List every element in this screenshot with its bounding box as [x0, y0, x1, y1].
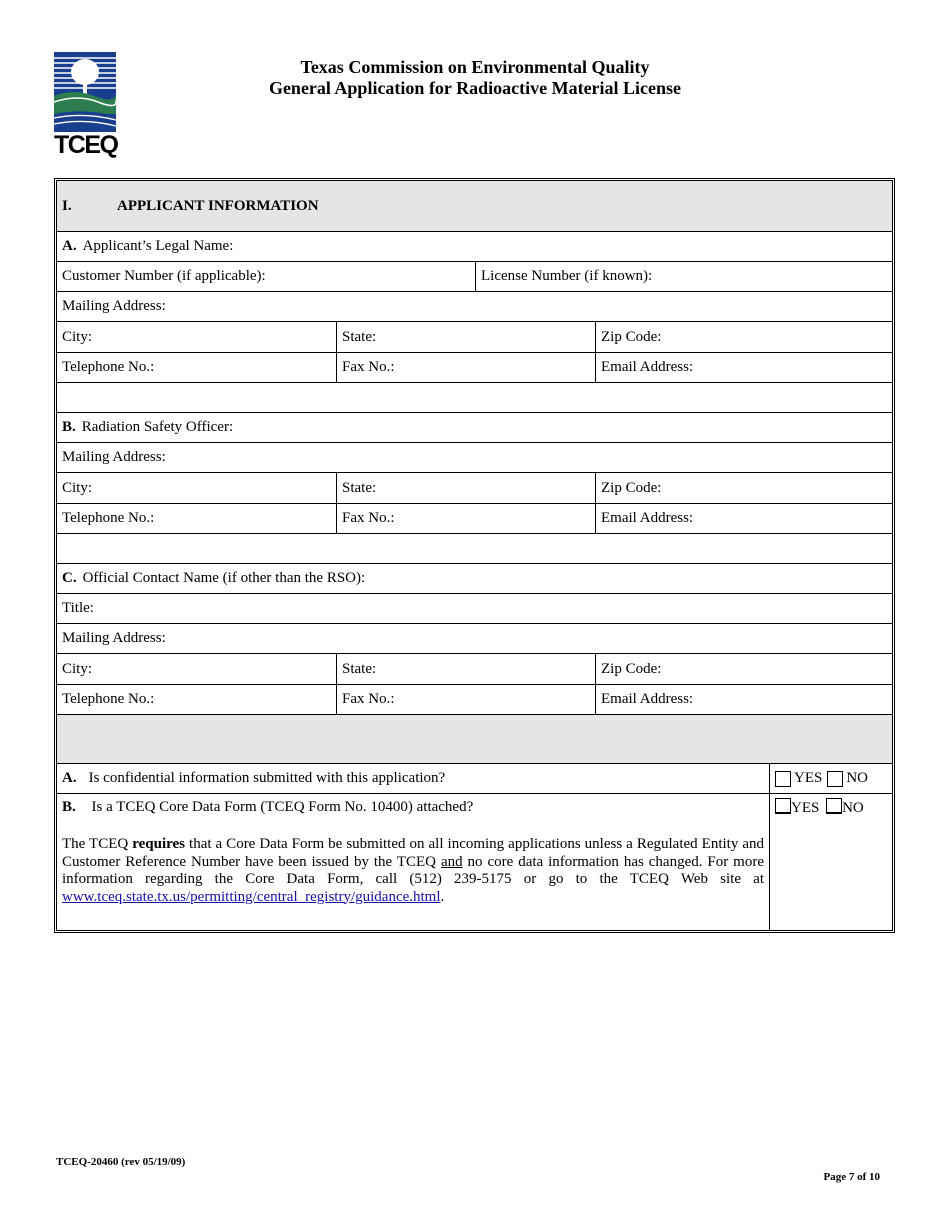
spacer-row [57, 383, 892, 413]
question-letter: A. [62, 770, 77, 786]
field-label: Zip Code: [601, 660, 662, 677]
applicant-city-row [57, 322, 892, 353]
paragraph-text: The TCEQ [62, 836, 133, 852]
core-data-no-checkbox[interactable] [826, 798, 842, 814]
applicant-mailing-row [57, 292, 892, 322]
contact-title-row [57, 594, 892, 624]
contact-email-field[interactable] [595, 685, 892, 714]
confidential-question-row [57, 764, 892, 794]
field-label: Mailing Address: [62, 298, 166, 314]
customer-number-field[interactable] [57, 262, 475, 291]
question-text: Is a TCEQ Core Data Form (TCEQ Form No. 10400) attached? [91, 799, 474, 815]
applicant-telephone-field[interactable] [57, 353, 336, 382]
form-title: General Application for Radioactive Material License [268, 78, 682, 98]
applicant-zip-field[interactable] [595, 322, 892, 352]
field-label: Customer Number (if applicable): [62, 268, 266, 284]
core-data-question-row [57, 794, 892, 930]
contact-state-field[interactable] [336, 654, 595, 684]
field-label: License Number (if known): [481, 268, 653, 284]
rso-city-row [57, 473, 892, 504]
field-label: City: [62, 479, 93, 496]
core-data-question [57, 794, 769, 930]
yes-label: YES [791, 800, 820, 816]
rso-name-field[interactable] [57, 413, 892, 442]
field-label: Fax No.: [342, 691, 395, 707]
field-label: State: [342, 660, 377, 677]
field-label: Official Contact Name (if other than the RSO): [82, 570, 366, 586]
paragraph-text: that a Core Data Form be submitted on all incoming applications unless a Regulated Entity and Customer Reference Number have been issued by the TCEQ [62, 836, 764, 870]
field-label: Mailing Address: [62, 449, 166, 465]
core-data-guidance-link[interactable]: www.tceq.state.tx.us/permitting/central_registry/guidance.html [62, 888, 441, 905]
rso-name-row [57, 413, 892, 443]
contact-title-field[interactable] [57, 594, 892, 623]
question-letter: B. [62, 799, 76, 815]
contact-name-field[interactable] [57, 564, 892, 593]
yes-label: YES [794, 770, 823, 786]
applicant-phone-row [57, 353, 892, 383]
paragraph-underlined-text: and [440, 853, 463, 870]
paragraph-bold-text: requires [132, 836, 186, 852]
core-data-yes-checkbox[interactable] [775, 798, 791, 814]
field-label: Telephone No.: [62, 691, 155, 707]
contact-mailing-address-field[interactable] [57, 624, 892, 653]
field-label: Telephone No.: [62, 359, 155, 375]
customer-license-row [57, 262, 892, 292]
applicant-state-field[interactable] [336, 322, 595, 352]
contact-city-field[interactable] [57, 654, 336, 684]
rso-telephone-field[interactable] [57, 504, 336, 533]
page-number: Page 7 of 10 [823, 1171, 880, 1183]
section-number: I. [62, 197, 72, 214]
license-number-field[interactable] [475, 262, 892, 291]
question-text: Is confidential information submitted with this application? [88, 770, 446, 786]
no-label: NO [846, 770, 869, 786]
applicant-fax-field[interactable] [336, 353, 595, 382]
contact-fax-field[interactable] [336, 685, 595, 714]
field-label: Email Address: [601, 359, 694, 375]
rso-mailing-address-field[interactable] [57, 443, 892, 472]
agency-title: Texas Commission on Environmental Quality [300, 57, 650, 77]
applicant-legal-name-row [57, 232, 892, 262]
field-label: Email Address: [601, 510, 694, 526]
spacer-row [57, 534, 892, 564]
field-label: Title: [62, 600, 94, 616]
section-header-row [57, 181, 892, 232]
confidential-question [57, 764, 769, 793]
confidential-no-checkbox[interactable] [827, 771, 843, 787]
rso-email-field[interactable] [595, 504, 892, 533]
field-label: State: [342, 328, 377, 345]
field-label: Zip Code: [601, 479, 662, 496]
field-label: Zip Code: [601, 328, 662, 345]
rso-zip-field[interactable] [595, 473, 892, 503]
rso-phone-row [57, 504, 892, 534]
subsection-letter: B. [62, 419, 76, 435]
applicant-city-field[interactable] [57, 322, 336, 352]
contact-zip-field[interactable] [595, 654, 892, 684]
applicant-email-field[interactable] [595, 353, 892, 382]
confidential-yes-checkbox[interactable] [775, 771, 791, 787]
contact-city-row [57, 654, 892, 685]
rso-fax-field[interactable] [336, 504, 595, 533]
field-label: City: [62, 660, 93, 677]
contact-name-row [57, 564, 892, 594]
applicant-legal-name-field[interactable] [57, 232, 892, 261]
subsection-letter: A. [62, 238, 77, 254]
contact-mailing-row [57, 624, 892, 654]
logo-text: TCEQ [54, 131, 118, 159]
shaded-spacer-row [57, 715, 892, 764]
field-label: City: [62, 328, 93, 345]
field-label: State: [342, 479, 377, 496]
core-data-answer [769, 794, 892, 930]
no-label: NO [842, 800, 864, 816]
field-label: Email Address: [601, 691, 694, 707]
field-label: Applicant’s Legal Name: [82, 238, 234, 254]
paragraph-text: . [440, 888, 445, 905]
field-label: Mailing Address: [62, 630, 166, 646]
core-data-requirement-paragraph [62, 836, 764, 906]
paragraph-text: no core data information has changed. For more information regarding the Core Data Form, call (512) 239-5175 or go to the TCEQ Web site at [62, 853, 764, 887]
subsection-letter: C. [62, 570, 77, 586]
field-label: Fax No.: [342, 359, 395, 375]
field-label: Radiation Safety Officer: [81, 419, 234, 435]
rso-state-field[interactable] [336, 473, 595, 503]
field-label: Fax No.: [342, 510, 395, 526]
contact-phone-row [57, 685, 892, 715]
field-label: Telephone No.: [62, 510, 155, 526]
rso-city-field[interactable] [57, 473, 336, 503]
application-form-table [54, 178, 895, 933]
rso-mailing-row [57, 443, 892, 473]
contact-telephone-field[interactable] [57, 685, 336, 714]
form-id: TCEQ-20460 (rev 05/19/09) [56, 1156, 186, 1168]
section-title: APPLICANT INFORMATION [117, 197, 319, 214]
confidential-answer [769, 764, 892, 793]
applicant-mailing-address-field[interactable] [57, 292, 892, 321]
